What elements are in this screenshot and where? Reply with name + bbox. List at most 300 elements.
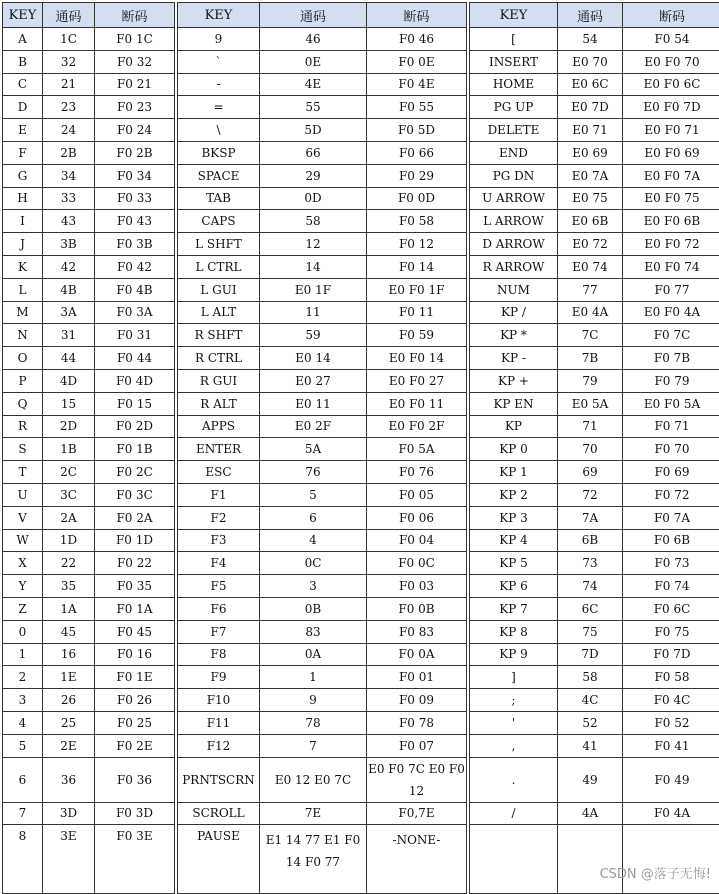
- make-code-cell: 15: [43, 392, 95, 415]
- make-code-cell: 5: [260, 483, 367, 506]
- table-row: [3, 643, 175, 666]
- make-code-cell: 4E: [260, 73, 367, 96]
- break-code-cell: F0 78: [367, 711, 467, 734]
- table-row: [3, 278, 175, 301]
- make-code-cell: 7: [260, 734, 367, 757]
- table-row: [470, 324, 719, 347]
- break-code-cell: E0 F0 11: [367, 392, 467, 415]
- key-cell: V: [3, 506, 43, 529]
- table-row: [178, 187, 467, 210]
- key-cell: KP /: [470, 301, 558, 324]
- make-code-cell: 71: [558, 415, 623, 438]
- key-cell: D: [3, 96, 43, 119]
- key-cell: .: [470, 757, 558, 802]
- break-code-cell: -NONE-: [367, 825, 467, 894]
- table-row: [470, 392, 719, 415]
- break-code-cell: F0 16: [95, 643, 175, 666]
- make-code-cell: 76: [260, 461, 367, 484]
- make-code-cell: 0E: [260, 50, 367, 73]
- key-cell: U: [3, 483, 43, 506]
- key-cell: NUM: [470, 278, 558, 301]
- make-code-cell: 3: [260, 575, 367, 598]
- table-row: [178, 757, 467, 802]
- key-cell: KP 8: [470, 620, 558, 643]
- key-cell: L GUI: [178, 278, 260, 301]
- table-row: [3, 141, 175, 164]
- key-cell: PRNTSCRN: [178, 757, 260, 802]
- make-code-cell: E0 6B: [558, 210, 623, 233]
- table-row: [178, 233, 467, 256]
- make-code-cell: 22: [43, 552, 95, 575]
- break-code-cell: F0 2E: [95, 734, 175, 757]
- key-cell: [: [470, 28, 558, 51]
- table-row: [178, 689, 467, 712]
- table-row: [3, 164, 175, 187]
- key-cell: KP EN: [470, 392, 558, 415]
- break-code-cell: F0 7C: [623, 324, 719, 347]
- table-row: [178, 278, 467, 301]
- make-code-cell: 34: [43, 164, 95, 187]
- break-code-cell: F0 43: [95, 210, 175, 233]
- break-code-cell: F0 14: [367, 255, 467, 278]
- key-cell: H: [3, 187, 43, 210]
- break-code-cell: F0 3C: [95, 483, 175, 506]
- make-code-cell: 69: [558, 461, 623, 484]
- key-cell: K: [3, 255, 43, 278]
- table-row: [178, 825, 467, 894]
- break-code-cell: F0 05: [367, 483, 467, 506]
- header-make-code: 通码: [260, 3, 367, 28]
- break-code-cell: E0 F0 72: [623, 233, 719, 256]
- break-code-cell: F0 12: [367, 233, 467, 256]
- table-row: [470, 620, 719, 643]
- break-code-cell: F0 31: [95, 324, 175, 347]
- make-code-cell: E0 14: [260, 347, 367, 370]
- table-row: [470, 711, 719, 734]
- make-code-cell: E0 75: [558, 187, 623, 210]
- break-code-cell: F0 22: [95, 552, 175, 575]
- table-row: [470, 438, 719, 461]
- header-break-code: 断码: [367, 3, 467, 28]
- make-code-cell: 42: [43, 255, 95, 278]
- csdn-watermark: CSDN @落子无悔!: [600, 863, 711, 882]
- break-code-cell: F0 6B: [623, 529, 719, 552]
- table-row: [470, 210, 719, 233]
- break-code-cell: F0 07: [367, 734, 467, 757]
- key-cell: KP 3: [470, 506, 558, 529]
- make-code-cell: 0C: [260, 552, 367, 575]
- break-code-cell: F0 1A: [95, 597, 175, 620]
- key-cell: R CTRL: [178, 347, 260, 370]
- break-code-cell: F0 09: [367, 689, 467, 712]
- table-row: [178, 255, 467, 278]
- table-row: [178, 73, 467, 96]
- key-cell: =: [178, 96, 260, 119]
- table-row: [3, 369, 175, 392]
- key-cell: Q: [3, 392, 43, 415]
- key-cell: ,: [470, 734, 558, 757]
- make-code-cell: 16: [43, 643, 95, 666]
- break-code-cell: F0 3A: [95, 301, 175, 324]
- make-code-cell: E1 14 77 E1 F0 14 F0 77: [260, 825, 367, 894]
- make-code-cell: 3C: [43, 483, 95, 506]
- break-code-cell: F0 11: [367, 301, 467, 324]
- make-code-cell: 4D: [43, 369, 95, 392]
- break-code-cell: E0 F0 69: [623, 141, 719, 164]
- break-code-cell: F0 0D: [367, 187, 467, 210]
- break-code-cell: F0 77: [623, 278, 719, 301]
- make-code-cell: E0 12 E0 7C: [260, 757, 367, 802]
- table-row: [3, 620, 175, 643]
- key-cell: ': [470, 711, 558, 734]
- make-code-cell: 70: [558, 438, 623, 461]
- break-code-cell: F0 21: [95, 73, 175, 96]
- key-cell: SCROLL: [178, 802, 260, 825]
- break-code-cell: E0 F0 6B: [623, 210, 719, 233]
- key-cell: M: [3, 301, 43, 324]
- break-code-cell: E0 F0 2F: [367, 415, 467, 438]
- make-code-cell: 5A: [260, 438, 367, 461]
- table-row: [178, 575, 467, 598]
- make-code-cell: 7B: [558, 347, 623, 370]
- break-code-cell: F0 0A: [367, 643, 467, 666]
- header-make-code: 通码: [43, 3, 95, 28]
- break-code-cell: F0 4C: [623, 689, 719, 712]
- header-key: KEY: [470, 3, 558, 28]
- key-cell: KP 7: [470, 597, 558, 620]
- key-cell: F11: [178, 711, 260, 734]
- break-code-cell: E0 F0 7C E0 F0 12: [367, 757, 467, 802]
- make-code-cell: 72: [558, 483, 623, 506]
- table-row: [3, 802, 175, 825]
- key-cell: L ALT: [178, 301, 260, 324]
- break-code-cell: F0 58: [623, 666, 719, 689]
- make-code-cell: E0 11: [260, 392, 367, 415]
- break-code-cell: F0 04: [367, 529, 467, 552]
- break-code-cell: F0 25: [95, 711, 175, 734]
- break-code-cell: F0 1E: [95, 666, 175, 689]
- table-row: [3, 597, 175, 620]
- key-cell: 7: [3, 802, 43, 825]
- break-code-cell: F0 49: [623, 757, 719, 802]
- table-row: [3, 233, 175, 256]
- make-code-cell: 3E: [43, 825, 95, 894]
- break-code-cell: F0 69: [623, 461, 719, 484]
- make-code-cell: E0 1F: [260, 278, 367, 301]
- make-code-cell: 49: [558, 757, 623, 802]
- make-code-cell: 3A: [43, 301, 95, 324]
- make-code-cell: 25: [43, 711, 95, 734]
- make-code-cell: E0 5A: [558, 392, 623, 415]
- key-cell: KP: [470, 415, 558, 438]
- break-code-cell: F0 72: [623, 483, 719, 506]
- break-code-cell: F0 42: [95, 255, 175, 278]
- table-row: [470, 666, 719, 689]
- key-cell: F10: [178, 689, 260, 712]
- key-cell: BKSP: [178, 141, 260, 164]
- break-code-cell: F0 06: [367, 506, 467, 529]
- key-cell: O: [3, 347, 43, 370]
- break-code-cell: F0 58: [367, 210, 467, 233]
- make-code-cell: E0 2F: [260, 415, 367, 438]
- break-code-cell: F0 03: [367, 575, 467, 598]
- table-row: [470, 96, 719, 119]
- table-row: [3, 210, 175, 233]
- break-code-cell: F0 75: [623, 620, 719, 643]
- make-code-cell: 2E: [43, 734, 95, 757]
- make-code-cell: 4B: [43, 278, 95, 301]
- table-row: [3, 552, 175, 575]
- make-code-cell: 12: [260, 233, 367, 256]
- key-cell: L CTRL: [178, 255, 260, 278]
- key-cell: U ARROW: [470, 187, 558, 210]
- key-cell: F3: [178, 529, 260, 552]
- table-row: [178, 96, 467, 119]
- table-row: [470, 187, 719, 210]
- make-code-cell: 58: [558, 666, 623, 689]
- make-code-cell: E0 71: [558, 119, 623, 142]
- table-row: [3, 255, 175, 278]
- key-cell: Z: [3, 597, 43, 620]
- key-cell: KP 6: [470, 575, 558, 598]
- table-row: [3, 187, 175, 210]
- make-code-cell: 77: [558, 278, 623, 301]
- make-code-cell: 2D: [43, 415, 95, 438]
- key-cell: APPS: [178, 415, 260, 438]
- break-code-cell: F0 79: [623, 369, 719, 392]
- break-code-cell: F0 5A: [367, 438, 467, 461]
- make-code-cell: 2A: [43, 506, 95, 529]
- break-code-cell: E0 F0 27: [367, 369, 467, 392]
- break-code-cell: F0 2A: [95, 506, 175, 529]
- make-code-cell: 6C: [558, 597, 623, 620]
- break-code-cell: F0 36: [95, 757, 175, 802]
- key-cell: F2: [178, 506, 260, 529]
- break-code-cell: F0 6C: [623, 597, 719, 620]
- make-code-cell: 6: [260, 506, 367, 529]
- make-code-cell: 78: [260, 711, 367, 734]
- make-code-cell: 75: [558, 620, 623, 643]
- break-code-cell: E0 F0 6C: [623, 73, 719, 96]
- key-cell: W: [3, 529, 43, 552]
- table-row: [178, 438, 467, 461]
- key-cell: KP -: [470, 347, 558, 370]
- make-code-cell: 52: [558, 711, 623, 734]
- key-cell: E: [3, 119, 43, 142]
- key-cell: T: [3, 461, 43, 484]
- key-cell: CAPS: [178, 210, 260, 233]
- key-cell: F6: [178, 597, 260, 620]
- table-row: [470, 73, 719, 96]
- key-cell: `: [178, 50, 260, 73]
- table-row: [178, 711, 467, 734]
- key-cell: 6: [3, 757, 43, 802]
- table-row: [178, 620, 467, 643]
- key-cell: END: [470, 141, 558, 164]
- make-code-cell: 1A: [43, 597, 95, 620]
- key-cell: ESC: [178, 461, 260, 484]
- make-code-cell: 36: [43, 757, 95, 802]
- key-cell: ]: [470, 666, 558, 689]
- make-code-cell: 73: [558, 552, 623, 575]
- key-cell: /: [470, 802, 558, 825]
- table-row: [470, 369, 719, 392]
- table-row: [470, 28, 719, 51]
- table-row: [178, 392, 467, 415]
- table-row: [178, 28, 467, 51]
- break-code-cell: F0 34: [95, 164, 175, 187]
- make-code-cell: 74: [558, 575, 623, 598]
- make-code-cell: 1E: [43, 666, 95, 689]
- table-row: [470, 255, 719, 278]
- key-cell: F: [3, 141, 43, 164]
- key-cell: N: [3, 324, 43, 347]
- make-code-cell: 4C: [558, 689, 623, 712]
- make-code-cell: 79: [558, 369, 623, 392]
- make-code-cell: 4A: [558, 802, 623, 825]
- table-row: [470, 347, 719, 370]
- break-code-cell: F0 24: [95, 119, 175, 142]
- break-code-cell: F0 76: [367, 461, 467, 484]
- key-cell: DELETE: [470, 119, 558, 142]
- table-row: [3, 689, 175, 712]
- break-code-cell: E0 F0 4A: [623, 301, 719, 324]
- key-cell: I: [3, 210, 43, 233]
- break-code-cell: F0 73: [623, 552, 719, 575]
- break-code-cell: F0 70: [623, 438, 719, 461]
- table-row: [3, 438, 175, 461]
- make-code-cell: 41: [558, 734, 623, 757]
- break-code-cell: F0 3E: [95, 825, 175, 894]
- break-code-cell: F0 4D: [95, 369, 175, 392]
- key-cell: 2: [3, 666, 43, 689]
- key-cell: R GUI: [178, 369, 260, 392]
- table-row: [470, 529, 719, 552]
- table-row: [3, 825, 175, 894]
- table-row: [178, 552, 467, 575]
- break-code-cell: F0 7A: [623, 506, 719, 529]
- table-row: [178, 529, 467, 552]
- break-code-cell: F0 0C: [367, 552, 467, 575]
- make-code-cell: E0 27: [260, 369, 367, 392]
- break-code-cell: F0 41: [623, 734, 719, 757]
- break-code-cell: F0 15: [95, 392, 175, 415]
- break-code-cell: F0 55: [367, 96, 467, 119]
- key-cell: KP 1: [470, 461, 558, 484]
- break-code-cell: F0 83: [367, 620, 467, 643]
- table-row: [470, 552, 719, 575]
- make-code-cell: 29: [260, 164, 367, 187]
- break-code-cell: F0 32: [95, 50, 175, 73]
- key-cell: TAB: [178, 187, 260, 210]
- table-row: [470, 506, 719, 529]
- key-cell: X: [3, 552, 43, 575]
- key-cell: KP 2: [470, 483, 558, 506]
- make-code-cell: 44: [43, 347, 95, 370]
- make-code-cell: E0 69: [558, 141, 623, 164]
- key-cell: KP 0: [470, 438, 558, 461]
- table-row: [470, 757, 719, 802]
- table-row: [178, 324, 467, 347]
- key-cell: 9: [178, 28, 260, 51]
- make-code-cell: 14: [260, 255, 367, 278]
- make-code-cell: E0 6C: [558, 73, 623, 96]
- key-cell: G: [3, 164, 43, 187]
- table-row: [178, 483, 467, 506]
- key-cell: F8: [178, 643, 260, 666]
- break-code-cell: E0 F0 75: [623, 187, 719, 210]
- table-row: [3, 757, 175, 802]
- key-cell: \: [178, 119, 260, 142]
- table-row: [470, 575, 719, 598]
- make-code-cell: 1C: [43, 28, 95, 51]
- key-cell: P: [3, 369, 43, 392]
- make-code-cell: 43: [43, 210, 95, 233]
- key-cell: L ARROW: [470, 210, 558, 233]
- make-code-cell: 0A: [260, 643, 367, 666]
- break-code-cell: F0 7B: [623, 347, 719, 370]
- break-code-cell: F0,7E: [367, 802, 467, 825]
- break-code-cell: F0 44: [95, 347, 175, 370]
- make-code-cell: 21: [43, 73, 95, 96]
- make-code-cell: 0D: [260, 187, 367, 210]
- key-cell: ;: [470, 689, 558, 712]
- header-break-code: 断码: [95, 3, 175, 28]
- break-code-cell: F0 71: [623, 415, 719, 438]
- make-code-cell: E0 74: [558, 255, 623, 278]
- key-cell: Y: [3, 575, 43, 598]
- key-cell: C: [3, 73, 43, 96]
- break-code-cell: F0 29: [367, 164, 467, 187]
- break-code-cell: F0 4E: [367, 73, 467, 96]
- table-row: [470, 233, 719, 256]
- make-code-cell: 7E: [260, 802, 367, 825]
- make-code-cell: 2B: [43, 141, 95, 164]
- break-code-cell: E0 F0 1F: [367, 278, 467, 301]
- make-code-cell: 55: [260, 96, 367, 119]
- table-row: [470, 643, 719, 666]
- key-cell: KP 5: [470, 552, 558, 575]
- key-cell: [470, 825, 558, 894]
- key-cell: ENTER: [178, 438, 260, 461]
- key-cell: 0: [3, 620, 43, 643]
- table-row: [178, 164, 467, 187]
- key-cell: S: [3, 438, 43, 461]
- break-code-cell: E0 F0 7D: [623, 96, 719, 119]
- key-cell: F9: [178, 666, 260, 689]
- break-code-cell: F0 01: [367, 666, 467, 689]
- key-cell: J: [3, 233, 43, 256]
- key-cell: PAUSE: [178, 825, 260, 894]
- make-code-cell: 24: [43, 119, 95, 142]
- make-code-cell: E0 7A: [558, 164, 623, 187]
- key-cell: R ALT: [178, 392, 260, 415]
- scan-code-table-2: [177, 2, 467, 894]
- header-key: KEY: [3, 3, 43, 28]
- key-cell: KP +: [470, 369, 558, 392]
- table-row: [470, 689, 719, 712]
- table-row: [470, 50, 719, 73]
- break-code-cell: F0 52: [623, 711, 719, 734]
- make-code-cell: 32: [43, 50, 95, 73]
- make-code-cell: 4: [260, 529, 367, 552]
- make-code-cell: 23: [43, 96, 95, 119]
- break-code-cell: F0 7D: [623, 643, 719, 666]
- table-row: [3, 392, 175, 415]
- table-row: [178, 802, 467, 825]
- make-code-cell: 0B: [260, 597, 367, 620]
- make-code-cell: 26: [43, 689, 95, 712]
